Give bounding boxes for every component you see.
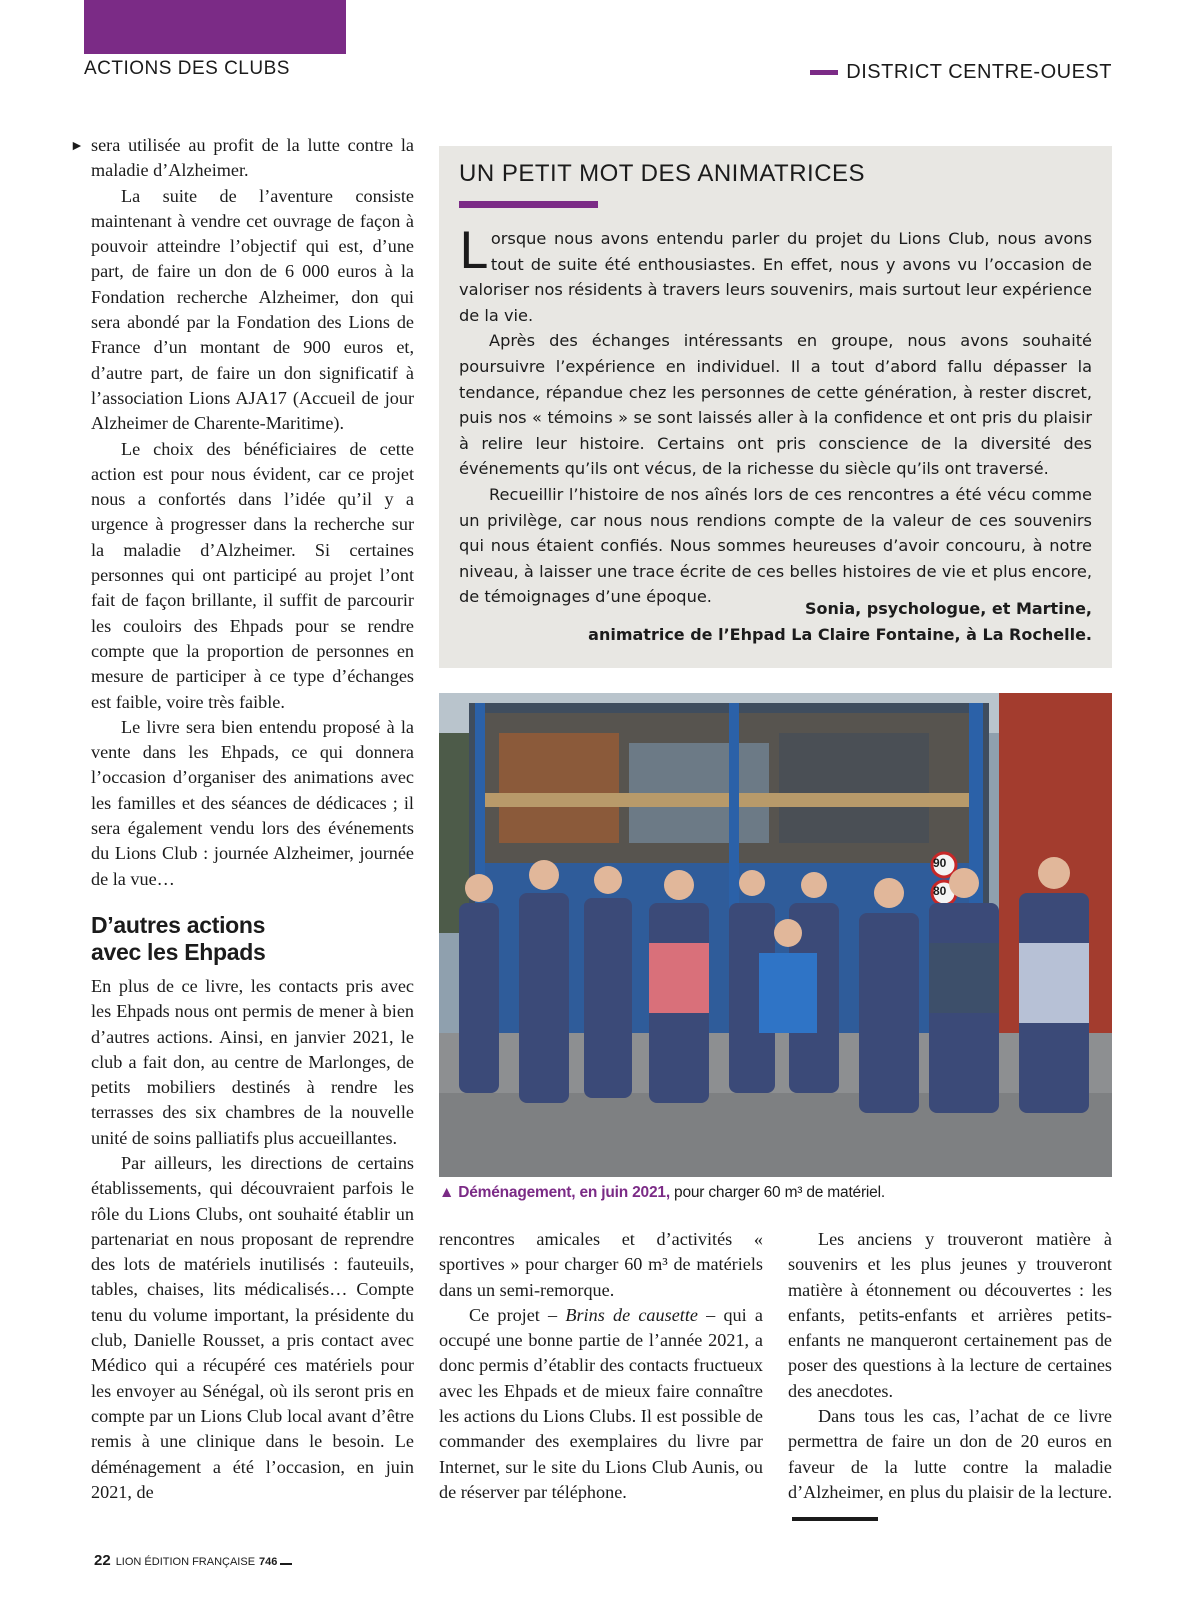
caption-rest: pour charger 60 m³ de matériel. <box>669 1184 885 1201</box>
issue-number: 746 <box>259 1556 278 1568</box>
box-title-rule <box>459 201 598 208</box>
right-paragraph-1: Les anciens y trouveront matière à souvenirs et les plus jeunes y trouveront matière à étonnement ou découvertes : les enfants, petits-enfants et arrières petits-enfants ne manqueront certainement pas de poser des questions à la lecture de certaines des anecdotes. <box>788 1229 1112 1401</box>
page-number: 22 <box>94 1552 111 1569</box>
left-paragraph-1: sera utilisée au profit de la lutte contre la maladie d’Alzheimer. <box>91 135 414 181</box>
page-footer <box>94 1552 292 1569</box>
subheading <box>91 912 414 966</box>
right-column <box>788 1227 1112 1531</box>
left-column <box>91 133 414 1505</box>
footer-rule <box>280 1563 292 1565</box>
subheading-line-2: avec les Ehpads <box>91 938 266 965</box>
district-text: DISTRICT CENTRE-OUEST <box>846 61 1112 83</box>
header-accent-bar <box>84 0 346 54</box>
left-paragraph-3: Le choix des bénéficiaires de cette action est pour nous évident, car ce projet nous a confortés dans l’idée qu’il y a urgence à progresser dans la recherche sur la maladie d’Alzheimer. Si certaines personnes qui ont participé au projet l’ont fait de façon brillante, il suffit de parcourir les couloirs des Ehpads pour se rendre compte que la proportion de personnes en mesure de participer à ce type d’échanges est faible, voire très faible. <box>91 438 414 712</box>
right-paragraph-2 <box>788 1404 1112 1530</box>
left-paragraph-6: Par ailleurs, les directions de certains établissements, qui découvraient parfois le rôle du Lions Clubs, ont souhaité établir un partenariat en nous proposant de reprendre des lots de matériels inutilisés : fauteuils, tables, chaises, lits médicalisés… Compte tenu du volume important, la présidente du club, Danielle Rousset, a pris contact avec Médico qui a récupéré ces matériels pour les envoyer au Sénégal, où ils seront pris en compte par un Lions Club local avant d’être remis à une clinique dans le besoin. Le déménagement a été l’occasion, en juin 2021, de <box>91 1152 414 1502</box>
left-paragraph-5: En plus de ce livre, les contacts pris avec les Ehpads nous ont permis de mener à bien d’autres actions. Ainsi, en janvier 2021, le club a fait don, au centre de Marlonges, de petits mobiliers destinés à rendre les terrasses des six chambres de la nouvelle unité de soins palliatifs plus accueillantes. <box>91 975 414 1148</box>
group-photo <box>439 693 1112 1177</box>
group-photo-illustration <box>439 693 1112 1177</box>
box-paragraph-2: Après des échanges intéressants en groupe, nous avons souhaité poursuivre l’expérience en individuel. Il a tout d’abord fallu dépasser la tendance, répandue chez les personnes de cette génération, à rester discret, puis nos « témoins » se sont laissés aller à la confidence et ont pris du plaisir à relire leur histoire. Certains ont pris conscience de la diversité des événements qu’ils ont vécus, de la richesse du siècle qu’ils ont traversé. <box>459 331 1092 479</box>
speed-sign-80: 80 <box>933 884 947 898</box>
publication-name: LION ÉDITION FRANÇAISE <box>115 1556 256 1568</box>
mid-paragraph-2-b: – qui a occupé une bonne partie de l’année 2021, a donc permis d’établir des contacts fructueux avec les Ehpads et de mieux faire connaître les actions du Lions Clubs. Il est possible de commander des exemplaires du livre par Internet, sur le site du Lions Club Aunis, ou de réserver par téléphone. <box>439 1304 763 1502</box>
mid-paragraph-1: rencontres amicales et d’activités « sportives » pour charger 60 m³ de matériels dans un semi-remorque. <box>439 1229 763 1300</box>
section-label: ACTIONS DES CLUBS <box>84 58 290 79</box>
book-title: Brins de causette <box>565 1304 698 1325</box>
left-paragraph-4: Le livre sera bien entendu proposé à la vente dans les Ehpads, ce qui donnera l’occasion d’organiser des animations avec les familles et des séances de dédicaces ; il sera également vendu lors des événements du Lions Club : journée Alzheimer, journée de la vue… <box>91 716 414 889</box>
subheading-line-1: D’autres actions <box>91 911 266 938</box>
testimonial-box <box>439 146 1112 668</box>
drop-cap: L <box>459 222 487 280</box>
mid-paragraph-2-a: Ce projet – <box>469 1304 566 1325</box>
district-accent-mark <box>810 70 838 75</box>
photo-caption <box>439 1184 885 1202</box>
speed-sign-90: 90 <box>933 856 947 870</box>
caption-lead: ▲ Déménagement, en juin 2021, <box>439 1184 670 1201</box>
district-label <box>810 61 1112 84</box>
article-end-mark <box>792 1517 878 1521</box>
box-signature <box>588 596 1092 647</box>
signature-line-1: Sonia, psychologue, et Martine, <box>804 599 1092 618</box>
left-paragraph-2: La suite de l’aventure consiste maintenant à vendre cet ouvrage de façon à pouvoir atteindre l’objectif qui est, d’une part, de faire un don de 6 000 euros à la Fondation recherche Alzheimer, don qui sera abondé par la Fondation des Lions de France d’un montant de 900 euros et, d’autre part, de faire un don significatif à l’association Lions AJA17 (Accueil de jour Alzheimer de Charente-Maritime). <box>91 185 414 434</box>
right-paragraph-2-text: Dans tous les cas, l’achat de ce livre permettra de faire un don de 20 euros en faveur de la lutte contre la maladie d’Alzheimer, en plus du plaisir de la lecture. <box>788 1406 1112 1502</box>
mid-paragraph-2 <box>439 1303 763 1505</box>
box-body <box>459 222 1092 610</box>
box-title: UN PETIT MOT DES ANIMATRICES <box>459 160 866 187</box>
box-paragraph-3: Recueillir l’histoire de nos aînés lors de ces rencontres a été vécu comme un privilège, car nous nous rendions compte de la valeur de ces souvenirs qui nous étaient confiés. Nous sommes heureuses d’avoir concouru, à notre niveau, à laisser une trace écrite de ces belles histoires de vie et plus encore, de témoignages d’une époque. <box>459 484 1092 607</box>
box-paragraph-1 <box>459 222 1092 328</box>
box-paragraph-1-text: orsque nous avons entendu parler du projet du Lions Club, nous avons tout de suite été enthousiastes. En effet, nous y avons vu l’occasion de valoriser nos résidents à travers leurs souvenirs, mais surtout leur expérience de la vie. <box>459 229 1092 325</box>
signature-line-2: animatrice de l’Ehpad La Claire Fontaine, à La Rochelle. <box>588 624 1092 644</box>
continuation-arrow-icon: ► <box>70 139 84 154</box>
middle-column <box>439 1227 763 1505</box>
